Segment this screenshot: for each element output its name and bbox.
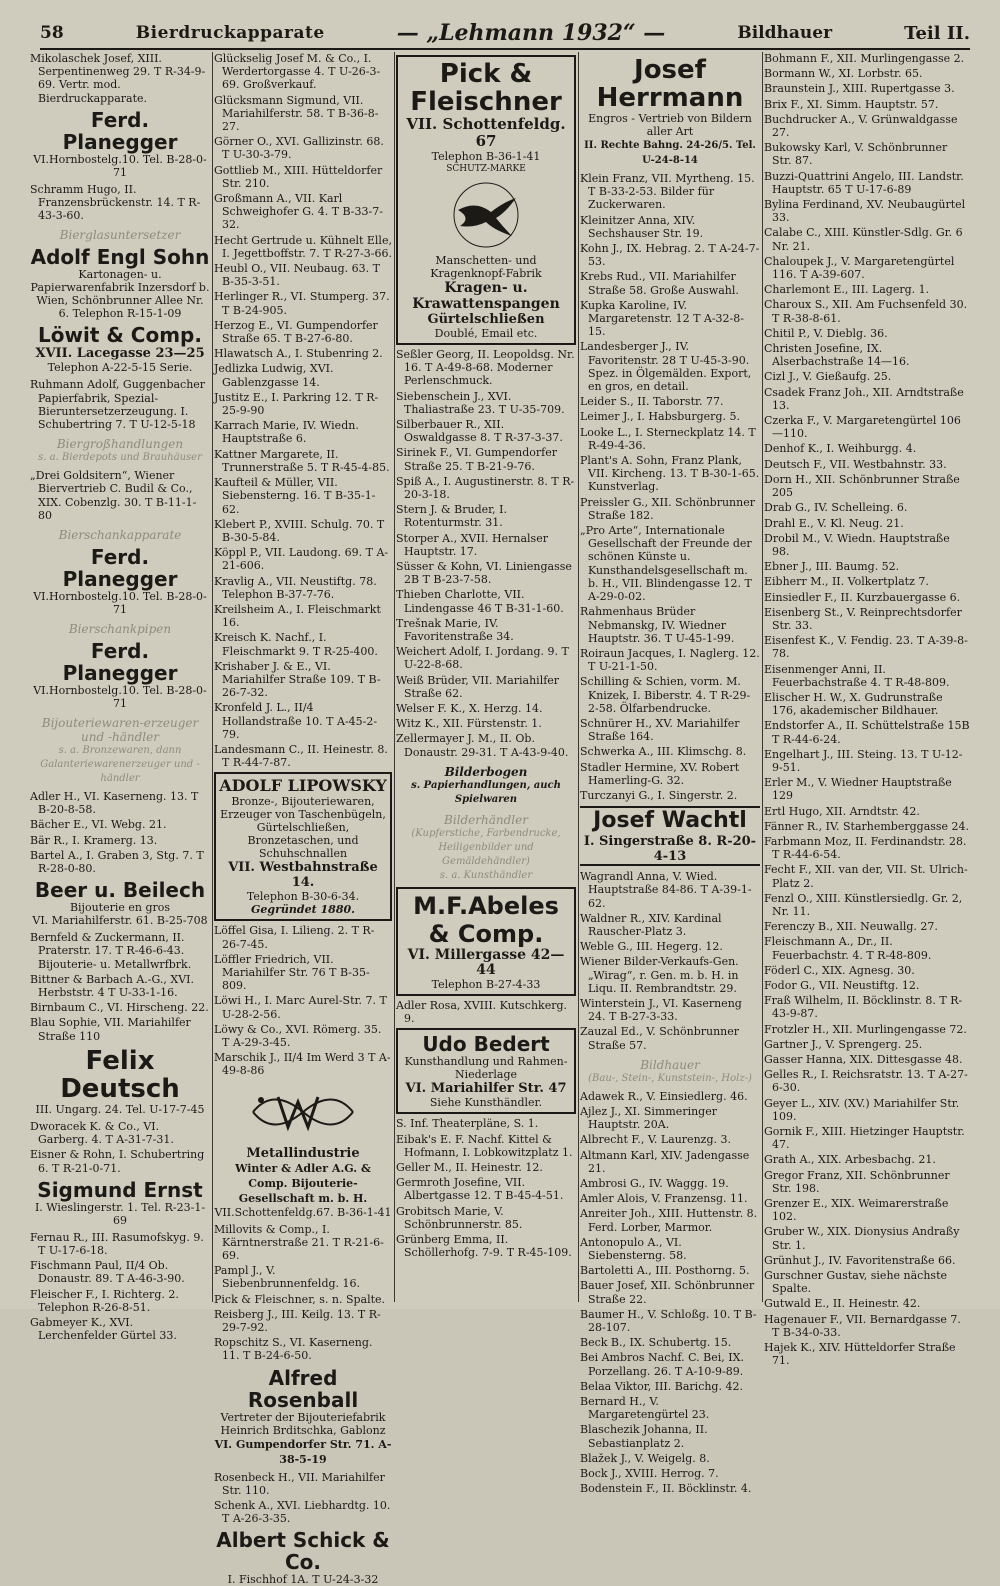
list-item: Herlinger R., VI. Stumperg. 37. T B-24-905. (214, 290, 390, 317)
advertisement (580, 56, 760, 168)
ad-name: Adolf Engl Sohn (30, 245, 210, 270)
list-item: Heubl O., VII. Neubaug. 63. T B-35-3-51. (214, 262, 380, 289)
list-item: Dworacek K. & Co., VI. Garberg. 4. T A-31-7-31. (30, 1119, 174, 1147)
list-item: Denhof K., I. Weihburgg. 4. (764, 442, 917, 456)
ad-address: VI. Millergasse 42—44 (407, 946, 565, 978)
list-item: Fecht F., XII. van der, VII. St. Ulrich-Platz 2. (764, 863, 968, 890)
list-item: Elischer H. W., X. Gudrunstraße 176, akademischer Bildhauer. (764, 690, 943, 718)
list-item: „Pro Arte“, Internationale Gesellschaft der Freunde der schönen Künste u. Kunsthandelsgesellschaft m. b. H., VII. Blindengasse 12. T A-29-0-02. (580, 524, 752, 604)
section-heading: Bierschankapparate (58, 528, 182, 543)
ad-address: III. Ungarg. 24. Tel. U-17-7-45 (35, 1102, 205, 1116)
list-item: Frotzler H., XII. Murlingengasse 72. (764, 1022, 967, 1036)
ad-founded: Gegründet 1880. (251, 903, 355, 917)
list-item: Kreilsheim A., I. Fleischmarkt 16. (214, 602, 381, 630)
list-item: Bohmann F., XII. Murlingengasse 2. (764, 52, 965, 65)
ad-address: VI.Hornbostelg.10. Tel. B-28-0-71 (33, 684, 207, 711)
ad-text: Bronze-, Bijouteriewaren, Erzeuger von Taschenbügeln, Gürtelschließen, Bronzetaschen, und Schuhschnallen (220, 795, 386, 861)
column-4 (580, 52, 760, 1496)
list-item: Looke L., I. Sterneckplatz 14. T R-49-4-36. (580, 425, 756, 452)
list-item: Rahmenhaus Brüder Nebmanskg, IV. Wiedner Hauptstr. 36. T U-45-1-99. (580, 605, 735, 645)
list-item: Grath A., XIX. Arbesbachg. 21. (764, 1153, 936, 1167)
list-item: Zellermayer J. M., II. Ob. Donaustr. 29-31. T A-43-9-40. (396, 732, 569, 759)
ad-text: Vertreter der Bijouteriefabrik Heinrich Brditschka, Gablonz (220, 1410, 386, 1437)
list-item: Drahl E., V. Kl. Neug. 21. (764, 516, 904, 530)
advertisement (396, 887, 576, 996)
ad-name: Ferd. Planegger (62, 545, 178, 592)
list-item: Csadek Franz Joh., XII. Arndtstraße 13. (764, 385, 964, 412)
list-item: Kattner Margarete, II. Trunnerstraße 5. T R-45-4-85. (214, 447, 390, 474)
header-right-keyword: Bildhauer (737, 23, 833, 43)
list-item: Witz K., XII. Fürstenstr. 1. (396, 717, 542, 731)
list-item: Bär R., I. Kramerg. 13. (30, 833, 158, 847)
list-item: Jedlizka Ludwig, XVI. Gablenzgasse 14. (214, 362, 334, 389)
list-item: Gabmeyer K., XVI. Lerchenfelder Gürtel 33. (30, 1315, 177, 1343)
list-item: Klebert P., XVIII. Schulg. 70. T B-30-5-84. (214, 517, 385, 544)
list-item: Chaloupek J., V. Margaretengürtel 116. T A-39-607. (764, 254, 955, 282)
ad-address: I. Fischhof 1A. T U-24-3-32 (227, 1573, 379, 1586)
list-item: Winterstein J., VI. Kaserneng 24. T B-27-3-33. (580, 996, 742, 1024)
list-item: Bernfeld & Zuckermann, II. Praterstr. 17. T R-46-6-43. Bijouterie- u. Metallwrfbrk. (30, 931, 192, 971)
list-item: Hlawatsch A., I. Stubenring 2. (214, 347, 383, 361)
section-subtitle: s. a. Bronzewaren, dann Galanteriewarenerzeuger und -händler (40, 745, 200, 785)
list-item: Eisenfest K., V. Fendig. 23. T A-39-8-78. (764, 634, 968, 661)
ad-name: M.F.Abeles & Comp. (413, 891, 559, 948)
ad-trademark: SCHUTZ-MARKE (446, 164, 526, 174)
list-item: Görner O., XVI. Gallizinstr. 68. T U-30-3-79. (214, 135, 384, 162)
section-subtitle: (Kupferstiche, Farbendrucke, Heiligenbilder und Gemäldehändler) (411, 827, 561, 867)
list-item: Gregor Franz, XII. Schönbrunner Str. 198. (764, 1168, 950, 1195)
list-item: Einsiedler F., II. Kurzbauergasse 6. (764, 590, 961, 604)
list-item: Grünberg Emma, II. Schöllerhofg. 7-9. T R-45-109. (396, 1232, 572, 1260)
ad-text: Engros - Vertrieb von Bildern aller Art (588, 112, 752, 138)
swallow-trademark-icon (446, 180, 526, 250)
list-item: Herzog E., VI. Gumpendorfer Straße 65. T B-27-6-80. (214, 318, 378, 346)
list-item: Zauzal Ed., V. Schönbrunner Straße 57. (580, 1025, 740, 1052)
list-item: Charoux S., XII. Am Fuchsenfeld 30. T R-38-8-61. (764, 298, 968, 325)
list-item: Anreiter Joh., XIII. Huttenstr. 8. Ferd. Lorber, Marmor. (580, 1207, 758, 1234)
list-item: Chitil P., V. Dieblg. 36. (764, 326, 888, 340)
list-item: Buzzi-Quattrini Angelo, III. Landstr. Hauptstr. 65 T U-17-6-89 (764, 169, 964, 196)
list-item: Bock J., XVIII. Herrog. 7. (580, 1467, 719, 1481)
section-heading: Bierglasuntersetzer (59, 228, 181, 243)
list-item: Thieben Charlotte, VII. Lindengasse 46 T B-31-1-60. (396, 588, 564, 615)
list-item: Ferenczy B., XII. Neuwallg. 27. (764, 920, 938, 934)
list-item: Farbmann Moz, II. Ferdinandstr. 28. T R-44-6-54. (764, 834, 967, 862)
list-item: Bodenstein F., II. Böcklinstr. 4. (580, 1482, 752, 1496)
list-item: Hajek K., XIV. Hütteldorfer Straße 71. (764, 1341, 956, 1368)
list-item: Eisenmenger Anni, II. Feuerbachstraße 4. T R-48-809. (764, 662, 950, 689)
column-divider (212, 52, 213, 1302)
list-item: Roiraun Jacques, I. Naglerg. 12. T U-21-1-50. (580, 646, 760, 674)
list-item: Welser F. K., X. Herzg. 14. (396, 702, 543, 716)
section-title: Bijouteriewaren-erzeuger und -händler (41, 716, 199, 745)
list-item: Glückselig Josef M. & Co., I. Werdertorgasse 4. T U-26-3-69. Großverkauf. (214, 52, 381, 92)
list-item: Kleinitzer Anna, XIV. Sechshauser Str. 19. (580, 213, 704, 240)
ad-title: Metallindustrie (246, 1145, 360, 1161)
list-item: Süsser & Kohn, VI. Liniengasse 2B T B-23-7-58. (396, 560, 572, 587)
list-item: Bartel A., I. Graben 3, Stg. 7. T R-28-0-80. (30, 848, 204, 876)
advertisement (30, 109, 210, 179)
list-item: Kaufteil & Müller, VII. Siebensterng. 16. T B-35-1-62. (214, 476, 376, 516)
ad-footer: Doublé, Email etc. (434, 327, 538, 340)
list-item: Ertl Hugo, XII. Arndtstr. 42. (764, 804, 920, 818)
ad-phone: Telephon B-30-6-34. (246, 890, 360, 904)
ad-phone: Telephon B-27-4-33 (431, 977, 541, 991)
list-item: Baumer H., V. Schloßg. 10. T B-28-107. (580, 1307, 757, 1335)
list-item: Germroth Josefine, VII. Albertgasse 12. T B-45-4-51. (396, 1176, 564, 1203)
list-item: Gornik F., XIII. Hietzinger Hauptstr. 47. (764, 1125, 965, 1152)
list-item: Stadler Hermine, XV. Robert Hamerling-G. 32. (580, 760, 740, 787)
list-item: Preissler G., XII. Schönbrunner Straße 182. (580, 495, 755, 522)
ad-product: Kragen- u. Krawattenspangen (412, 280, 560, 312)
list-item: Trešnak Marie, IV. Favoritenstraße 34. (396, 616, 514, 644)
ad-address: II. Rechte Bahng. 24-26/5. Tel. U-24-8-14 (584, 140, 756, 166)
list-item: Blau Sophie, VII. Mariahilfer Straße 110 (30, 1016, 191, 1043)
section-subtitle: s. Papierhandlungen, auch Spielwaren (411, 779, 561, 805)
ad-phone: Telephon A-22-5-15 Serie. (47, 361, 193, 375)
list-item: Leider S., II. Taborstr. 77. (580, 395, 724, 409)
section-heading (396, 813, 576, 883)
list-item: Hecht Gertrude u. Kühnelt Elle, I. Jegettboffstr. 7. T R-27-3-66. (214, 233, 392, 260)
section-title: Bilderbogen (444, 764, 528, 779)
list-item: Blaschezik Johanna, II. Sebastianplatz 2. (580, 1423, 708, 1450)
column-3 (396, 52, 576, 1302)
ad-address: VII. Schottenfeldg. 67 (406, 115, 566, 150)
list-item: Gottlieb M., XIII. Hütteldorfer Str. 210. (214, 163, 383, 190)
header-left-keyword: Bierdruckapparate (135, 23, 325, 43)
list-item: Schilling & Schien, vorm. M. Knizek, I. Biberstr. 4. T R-29-2-58. Ölfarbendrucke. (580, 675, 751, 715)
list-item: Fodor G., VII. Neustiftg. 12. (764, 979, 920, 992)
list-item: Adawek R., V. Einsiedlerg. 46. (580, 1089, 748, 1103)
list-item: Wagrandl Anna, V. Wied. Hauptstraße 84-86. T A-39-1-62. (580, 870, 752, 910)
ad-name: Pick & Fleischner (410, 59, 562, 117)
list-item: Albrecht F., V. Laurenzg. 3. (580, 1133, 731, 1147)
ad-reference: Siehe Kunsthändler. (429, 1096, 543, 1110)
ad-address: VI. Mariahilfer Str. 47 (405, 1081, 567, 1097)
list-item: Bei Ambros Nachf. C. Bei, IX. Porzellang. 26. T A-10-9-89. (580, 1351, 744, 1378)
list-item: Kupka Karoline, IV. Margaretenstr. 12 T A-32-8-15. (580, 298, 744, 339)
ad-name: Josef Herrmann (596, 55, 744, 113)
list-item: Bormann W., XI. Lorbstr. 65. (764, 67, 923, 81)
list-item: Ropschitz S., VI. Kaserneng. 11. T B-24-6-50. (214, 1336, 373, 1363)
list-item: Großmann A., VII. Karl Schweighofer G. 4. T B-33-7-32. (214, 192, 383, 232)
list-item: Gartner J., V. Sprengerg. 25. (764, 1037, 923, 1051)
list-item: Fenzl O., XIII. Künstlersiedlg. Gr. 2, Nr. 11. (764, 891, 963, 918)
list-item: Amler Alois, V. Franzensg. 11. (580, 1192, 748, 1206)
column-divider (394, 52, 395, 1302)
list-item: Klein Franz, VII. Myrtheng. 15. T B-33-2-53. Bilder für Zuckerwaren. (580, 172, 755, 212)
list-item: Krishaber J. & E., VI. Mariahilfer Straße 109. T B-26-7-32. (214, 659, 381, 700)
list-item: Ambrosi G., IV. Waggg. 19. (580, 1177, 729, 1190)
list-item: Schenk A., XVI. Liebhardtg. 10. T A-26-3-35. (214, 1499, 391, 1526)
header-rule (40, 48, 970, 50)
list-item: Stern J. & Bruder, I. Rotenturmstr. 31. (396, 503, 508, 530)
list-item: Spiß A., I. Augustinerstr. 8. T R-20-3-18. (396, 474, 575, 502)
ad-address: VI.Hornbostelg.10. Tel. B-28-0-71 (33, 152, 207, 179)
list-item: Gelles R., I. Reichsratstr. 13. T A-27-6-30. (764, 1068, 968, 1095)
ad-address: XVII. Lacegasse 23—25 (35, 346, 205, 362)
column-2 (214, 52, 392, 1586)
list-item: Löffel Gisa, I. Lilieng. 2. T R-26-7-45. (214, 924, 375, 951)
list-item: Justitz E., I. Parkring 12. T R-25-9-90 (214, 390, 379, 418)
list-item: Geller M., II. Heinestr. 12. (396, 1160, 543, 1174)
ad-name: Beer u. Beilech (34, 878, 206, 903)
advertisement (580, 806, 760, 866)
list-item: Endstorfer A., II. Schüttelstraße 15B T R-44-6-24. (764, 719, 970, 746)
list-item: Bartoletti A., III. Posthorng. 5. (580, 1264, 750, 1278)
advertisement (396, 55, 576, 345)
ad-address: VI. Gumpendorfer Str. 71. A-38-5-19 (214, 1437, 392, 1466)
list-item: Adler H., VI. Kaserneng. 13. T B-20-8-58. (30, 790, 199, 817)
list-item: Löffler Friedrich, VII. Mariahilfer Str. 76 T B-35-809. (214, 952, 370, 993)
ad-address: VI. Mariahilferstr. 61. B-25-708 (32, 914, 208, 928)
list-item: Landesberger J., IV. Favoritenstr. 28 T U-45-3-90. Spez. in Ölgemälden. Export, en gros, en detail. (580, 340, 752, 394)
section-title: Biergroßhandlungen (56, 437, 184, 452)
list-item: Fernau R., III. Rasumofskyg. 9. T U-17-6-18. (30, 1230, 204, 1257)
list-item: Weichert Adolf, I. Jordang. 9. T U-22-8-68. (396, 645, 569, 672)
list-item: Beck B., IX. Schubertg. 15. (580, 1336, 732, 1350)
list-item: Marschik J., II/4 Im Werd 3 T A-49-8-86 (214, 1051, 391, 1078)
list-item: Glücksmann Sigmund, VII. Mariahilferstr. 58. T B-36-8-27. (214, 93, 379, 134)
list-item: Mikolaschek Josef, XIII. Serpentinenweg 29. T R-34-9-69. Vertr. mod. Bierdruckapparate. (30, 52, 206, 105)
ad-name: Albert Schick & Co. (216, 1528, 390, 1575)
list-item: Silberbauer R., XII. Oswaldgasse 8. T R-37-3-37. (396, 418, 563, 445)
ad-address: I. Singerstraße 8. R-20-4-13 (583, 834, 757, 865)
list-item: Bauer Josef, XII. Schönbrunner Straße 22. (580, 1279, 755, 1306)
list-item: Engelhart J., III. Steing. 13. T U-12-9-51. (764, 747, 963, 774)
list-item: Fraß Wilhelm, II. Böcklinstr. 8. T R-43-9-87. (764, 994, 963, 1021)
section-heading (30, 716, 210, 786)
list-item: Plant's A. Sohn, Franz Plank, VII. Kircheng. 13. T B-30-1-65. Kunstverlag. (580, 454, 760, 494)
list-item: Föderl C., XIX. Agnesg. 30. (764, 963, 915, 977)
list-item: Leimer J., I. Habsburgerg. 5. (580, 410, 740, 424)
ad-product-2: Gürtelschließen (427, 312, 545, 327)
list-item: Grünhut J., IV. Favoritenstraße 66. (764, 1253, 956, 1267)
ad-name: Udo Bedert (422, 1032, 550, 1057)
list-item: Pampl J., V. Siebenbrunnenfeldg. 16. (214, 1264, 361, 1291)
ad-name: Löwit & Comp. (38, 323, 202, 348)
list-item: Köppl P., VII. Laudong. 69. T A-21-606. (214, 546, 389, 573)
advertisement (30, 246, 210, 320)
list-item: Seßler Georg, II. Leopoldsg. Nr. 16. T A-49-8-68. Moderner Perlenschmuck. (396, 348, 575, 388)
ad-address: I. Wieslingerstr. 1. Tel. R-23-1-69 (34, 1200, 206, 1227)
list-item: Eisenberg St., V. Reinprechtsdorfer Str. 33. (764, 605, 962, 632)
advertisement (30, 640, 210, 710)
list-item: Brix F., XI. Simm. Hauptstr. 57. (764, 97, 939, 111)
ad-name: Felix Deutsch (60, 1045, 180, 1104)
list-item: Calabe C., XIII. Künstler-Sdlg. Gr. 6 Nr. 21. (764, 226, 963, 253)
list-item: Eibherr M., II. Volkertplatz 7. (764, 575, 929, 589)
list-item: Drab G., IV. Schelleing. 6. (764, 501, 908, 515)
column-5 (764, 52, 970, 1368)
list-item: Pick & Fleischner, s. n. Spalte. (214, 1292, 386, 1306)
advertisement (214, 1529, 392, 1586)
list-item: Gruber W., XIX. Dionysius Andraßy Str. 1. (764, 1225, 960, 1252)
list-item: Sirinek F., VI. Gumpendorfer Straße 25. T B-21-9-76. (396, 446, 557, 473)
ad-text: Kunsthandlung und Rahmen-Niederlage (404, 1055, 568, 1082)
list-item: Hagenauer F., VII. Bernardgasse 7. T B-34-0-33. (764, 1312, 961, 1339)
ad-address: VII. Westbahnstraße 14. (228, 860, 378, 891)
list-item: Antonopulo A., VI. Siebensterng. 58. (580, 1235, 687, 1263)
list-item: Storper A., XVII. Hernalser Hauptstr. 17. (396, 531, 548, 558)
list-item: Millovits & Comp., I. Kärntnerstraße 21. T R-21-6-69. (214, 1222, 384, 1262)
ad-name: Winter & Adler A.G. & Comp. Bijouterie-Gesellschaft m. b. H. (235, 1161, 371, 1205)
ad-name: Alfred Rosenball (247, 1365, 359, 1412)
list-item: Kravlig A., VII. Neustiftg. 78. Telephon B-37-7-76. (214, 574, 377, 601)
advertisement (30, 1179, 210, 1227)
ad-name: Ferd. Planegger (62, 639, 178, 686)
page-header (40, 18, 970, 48)
advertisement (214, 1367, 392, 1467)
list-item: Turczanyi G., I. Singerstr. 2. (580, 788, 738, 802)
section-heading (396, 765, 576, 807)
ad-name: Josef Wachtl (593, 808, 747, 834)
list-item: Altmann Karl, XIV. Jadengasse 21. (580, 1148, 750, 1175)
list-item: Czerka F., V. Margaretengürtel 106—110. (764, 414, 961, 441)
section-heading (30, 437, 210, 465)
list-item: Fleischer F., I. Richterg. 2. Telephon R-26-8-51. (30, 1287, 179, 1314)
list-item: S. Inf. Theaterpläne, S. 1. (396, 1117, 539, 1131)
list-item: Cizl J., V. Gießaufg. 25. (764, 370, 892, 384)
list-item: Drobil M., V. Wiedn. Hauptstraße 98. (764, 531, 950, 558)
advertisement (396, 1028, 576, 1114)
column-divider (578, 52, 579, 1302)
list-item: Wiener Bilder-Verkaufs-Gen. „Wirag“, r. Gen. m. b. H. in Liqu. II. Rembrandtstr. 29. (580, 955, 739, 995)
list-item: Fänner R., IV. Starhemberggasse 24. (764, 819, 970, 833)
list-item: Bittner & Barbach A.-G., XVI. Herbststr. 4 T U-33-1-16. (30, 972, 194, 1000)
ad-text: Kartonagen- u. Papierwarenfabrik Inzersdorf b. Wien, Schönbrunner Allee Nr. 6. Telephon R-15-1-09 (30, 268, 210, 321)
list-item: Ruhmann Adolf, Guggenbacher Papierfabrik, Spezial-Bieruntersetzerzeugung. I. Schubertring 7. T U-12-5-18 (30, 378, 206, 432)
list-item: Dorn H., XII. Schönbrunner Straße 205 (764, 472, 960, 500)
section-heading (580, 1058, 760, 1086)
list-item: Adler Rosa, XVIII. Kutschkerg. 9. (396, 998, 568, 1026)
list-item: Bylina Ferdinand, XV. Neubaugürtel 33. (764, 198, 966, 225)
list-item: Charlemont E., III. Lagerg. 1. (764, 283, 930, 297)
list-item: Bernard H., V. Margaretengürtel 23. (580, 1395, 710, 1422)
list-item: Bächer E., VI. Webg. 21. (30, 818, 167, 832)
list-item: Weble G., III. Hegerg. 12. (580, 940, 723, 954)
list-item: Schnürer H., XV. Mariahilfer Straße 164. (580, 716, 740, 744)
header-part: Teil II. (904, 22, 970, 44)
section-heading: Bierschankpipen (68, 622, 172, 637)
list-item: Reisberg J., III. Keilg. 13. T R-29-7-92. (214, 1307, 381, 1335)
list-item: Karrach Marie, IV. Wiedn. Hauptstraße 6. (214, 419, 359, 446)
list-item: Kreisch K. Nachf., I. Fleischmarkt 9. T R-25-400. (214, 631, 378, 658)
advertisement (214, 772, 392, 921)
list-item: Deutsch F., VII. Westbahnstr. 33. (764, 457, 947, 471)
list-item: Waldner R., XIV. Kardinal Rauscher-Platz 3. (580, 911, 722, 938)
list-item: Braunstein J., XIII. Rupertgasse 3. (764, 82, 955, 96)
list-item: Ajlez J., XI. Simmeringer Hauptstr. 20A. (580, 1104, 717, 1132)
list-item: Rosenbeck H., VII. Mariahilfer Str. 110. (214, 1470, 385, 1497)
ad-name: ADOLF LIPOWSKY (219, 776, 387, 796)
list-item: Löwy & Co., XVI. Römerg. 35. T A-29-3-45. (214, 1022, 382, 1049)
ad-text: Manschetten- und Kragenknopf-Fabrik (430, 254, 542, 280)
list-item: Siebenschein J., XVI. Thaliastraße 23. T U-35-709. (396, 389, 565, 416)
list-item: Krebs Rud., VII. Mariahilfer Straße 58. Große Auswahl. (580, 270, 739, 297)
advertisement (30, 1047, 210, 1116)
list-item: Blažek J., V. Weigelg. 8. (580, 1451, 710, 1465)
section-title: Bildhauer (640, 1057, 700, 1072)
list-item: Geyer L., XIV. (XV.) Mariahilfer Str. 109. (764, 1096, 960, 1123)
advertisement (30, 324, 210, 374)
section-reference: s. a. Kunsthändler (439, 869, 533, 881)
ad-address: VI.Hornbostelg.10. Tel. B-28-0-71 (33, 590, 207, 617)
ad-name: Sigmund Ernst (37, 1177, 203, 1202)
column-1 (30, 52, 210, 1343)
list-item: Kohn J., IX. Hebrag. 2. T A-24-7-53. (580, 242, 760, 269)
ad-phone: Telephon B-36-1-41 (431, 150, 541, 163)
list-item: Eibak's E. F. Nachf. Kittel & Hofmann, I. Lobkowitzplatz 1. (396, 1132, 573, 1159)
page-number: 58 (40, 23, 64, 43)
section-title: Bilderhändler (444, 812, 528, 827)
list-item: Fischmann Paul, II/4 Ob. Donaustr. 89. T A-46-3-90. (30, 1259, 185, 1286)
list-item: Christen Josefine, IX. Alserbachstraße 14—16. (764, 342, 910, 369)
list-item: Kronfeld J. L., II/4 Hollandstraße 10. T A-45-2-79. (214, 701, 378, 741)
header-title: — „Lehmann 1932“ — (396, 20, 666, 46)
list-item: Bukowsky Karl, V. Schönbrunner Str. 87. (764, 141, 948, 168)
ad-subtitle: Bijouterie en gros (69, 901, 171, 915)
section-subtitle: (Bau-, Stein-, Kunststein-, Holz-) (588, 1072, 752, 1084)
list-item: Fleischmann A., Dr., II. Feuerbachstr. 4. T R-48-809. (764, 935, 932, 962)
list-item: Landesmann C., II. Heinestr. 8. T R-44-7-87. (214, 742, 388, 770)
list-item: Grenzer E., XIX. Weimarerstraße 102. (764, 1197, 949, 1224)
list-item: Birnbaum C., VI. Hirscheng. 22. (30, 1001, 209, 1015)
list-item: Eisner & Rohn, I. Schubertring 6. T R-21-0-71. (30, 1148, 205, 1175)
list-item: Schramm Hugo, II. Franzensbrückenstr. 14. T R-43-3-60. (30, 182, 201, 223)
list-item: Belaa Viktor, III. Barichg. 42. (580, 1379, 743, 1393)
ad-name: Ferd. Planegger (62, 107, 178, 154)
list-item: Erler M., V. Wiedner Hauptstraße 129 (764, 776, 952, 803)
advertisement (30, 879, 210, 927)
section-subtitle: s. a. Bierdepots und Brauhäuser (38, 452, 202, 464)
ad-address: VII.Schottenfeldg.67. B-36-1-41 (214, 1205, 392, 1219)
list-item: Grobitsch Marie, V. Schönbrunnerstr. 85. (396, 1204, 523, 1231)
list-item: Löwi H., I. Marc Aurel-Str. 7. T U-28-2-56. (214, 994, 387, 1021)
list-item: Gasser Hanna, XIX. Dittesgasse 48. (764, 1053, 963, 1067)
list-item: Gurschner Gustav, siehe nächste Spalte. (764, 1269, 947, 1296)
monogram-logo-icon (243, 1082, 363, 1142)
advertisement (214, 1082, 392, 1219)
list-item: Weiß Brüder, VII. Mariahilfer Straße 62. (396, 673, 560, 700)
list-item: Ebner J., III. Baumg. 52. (764, 560, 900, 574)
list-item: Schwerka A., III. Klimschg. 8. (580, 745, 747, 759)
column-divider (762, 52, 763, 1302)
advertisement (30, 546, 210, 616)
list-item: Gutwald E., II. Heinestr. 42. (764, 1297, 921, 1311)
list-item: „Drei Goldsitern“, Wiener Biervertrieb C. Budil & Co., XIX. Cobenzlg. 30. T B-11-1-80 (30, 469, 197, 522)
list-item: Buchdrucker A., V. Grünwaldgasse 27. (764, 112, 958, 140)
